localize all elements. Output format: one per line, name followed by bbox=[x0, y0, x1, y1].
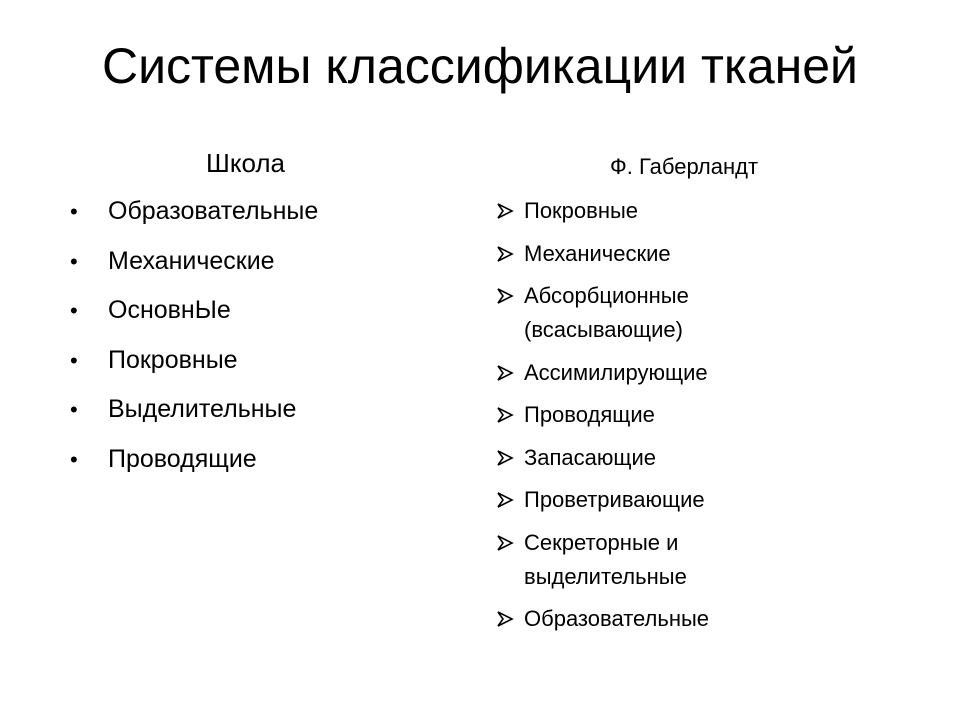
list-item bbox=[70, 244, 450, 279]
list-item bbox=[496, 441, 916, 475]
list-item-text: Выделительные bbox=[108, 395, 297, 423]
list-item-text: Проводящие bbox=[108, 444, 257, 473]
school-list bbox=[70, 194, 450, 477]
list-item-text bbox=[524, 279, 689, 347]
list-item bbox=[70, 392, 450, 427]
list-item bbox=[496, 483, 916, 517]
bullet-icon: • bbox=[70, 199, 78, 224]
list-item-text: Механические bbox=[108, 246, 275, 275]
arrow-bullet-icon bbox=[496, 483, 524, 517]
list-item-line: Запасающие bbox=[524, 444, 657, 470]
arrow-bullet-icon bbox=[496, 441, 524, 475]
haberlandt-classification-column bbox=[496, 152, 916, 645]
list-item-text: Покровные bbox=[108, 345, 238, 374]
list-item bbox=[496, 526, 916, 594]
bullet-icon: • bbox=[70, 298, 78, 323]
list-item bbox=[496, 398, 916, 432]
list-item-text bbox=[524, 441, 656, 475]
list-item-text bbox=[524, 398, 655, 432]
arrow-bullet-icon bbox=[496, 526, 524, 560]
list-item bbox=[70, 293, 450, 328]
arrow-bullet-icon bbox=[496, 279, 524, 313]
haberlandt-heading: Ф. Габерландт bbox=[610, 154, 759, 179]
arrow-bullet-icon bbox=[496, 398, 524, 432]
list-item-line: Абсорбционные bbox=[524, 283, 689, 308]
list-item bbox=[496, 356, 916, 390]
list-item-line: (всасывающие) bbox=[524, 317, 683, 342]
arrow-bullet-icon bbox=[496, 237, 524, 271]
list-item bbox=[496, 602, 916, 636]
list-item-text bbox=[524, 356, 708, 390]
arrow-bullet-icon bbox=[496, 194, 524, 228]
list-item-text bbox=[524, 194, 638, 228]
list-item bbox=[496, 237, 916, 271]
list-item-line: Ассимилирующие bbox=[524, 359, 708, 385]
list-item bbox=[70, 442, 450, 477]
bullet-icon: • bbox=[70, 446, 78, 472]
list-item-line: Механические bbox=[524, 240, 671, 266]
list-item-text: ОсновнЫе bbox=[108, 296, 231, 324]
list-item-line: выделительные bbox=[524, 563, 687, 589]
list-item bbox=[496, 194, 916, 228]
slide-title: Системы классификации тканей bbox=[101, 38, 858, 94]
bullet-icon: • bbox=[70, 347, 78, 373]
list-item-line: Образовательные bbox=[524, 606, 710, 631]
school-heading: Школа bbox=[206, 148, 286, 178]
list-item-text bbox=[524, 237, 671, 271]
list-item-line: Проводящие bbox=[524, 402, 655, 427]
list-item bbox=[70, 343, 450, 378]
arrow-bullet-icon bbox=[496, 602, 524, 636]
list-item-text bbox=[524, 602, 709, 636]
list-item-line: Секреторные и bbox=[524, 529, 679, 555]
haberlandt-list bbox=[496, 194, 916, 636]
list-item-text bbox=[524, 483, 705, 517]
school-classification-column bbox=[70, 146, 450, 491]
list-item-text bbox=[524, 526, 687, 594]
list-item-line: Проветривающие bbox=[524, 487, 705, 512]
list-item bbox=[70, 194, 450, 229]
arrow-bullet-icon bbox=[496, 356, 524, 390]
bullet-icon: • bbox=[70, 248, 78, 274]
list-item-line: Покровные bbox=[524, 198, 639, 223]
list-item bbox=[496, 279, 916, 347]
list-item-text: Образовательные bbox=[108, 197, 319, 225]
bullet-icon: • bbox=[70, 397, 78, 422]
